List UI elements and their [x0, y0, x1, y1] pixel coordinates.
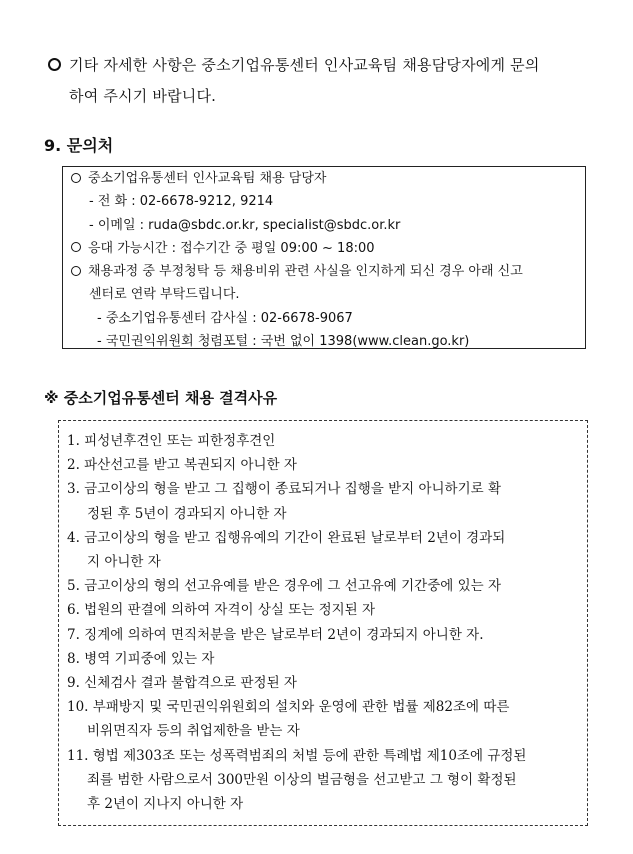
- intro-paragraph: [48, 50, 593, 112]
- disqualification-item: [67, 477, 579, 525]
- disqualification-item: [67, 744, 579, 792]
- disqualification-item-text: 8. 병역 기피중에 있는 자: [67, 650, 215, 667]
- disqualification-item-text: 9. 신체검사 결과 불합격으로 판정된 자: [67, 675, 297, 692]
- circle-bullet-icon: [71, 266, 81, 276]
- contact-box: [62, 166, 586, 349]
- disqualification-item-text: 3. 금고이상의 형을 받고 그 집행이 종료되거나 집행을 받지 아니하기로 확: [67, 481, 501, 498]
- disqualification-item: [67, 574, 579, 598]
- disqualification-item-text: 2. 파산선고를 받고 복권되지 아니한 자: [67, 457, 297, 474]
- disqualification-item-continued: 죄를 범한 사람으로서 300만원 이상의 벌금형을 선고받고 그 형이 확정된: [87, 771, 517, 788]
- disqualification-item: [67, 647, 579, 671]
- disqualification-item: [67, 695, 579, 743]
- disqualification-item-text: 7. 징계에 의하여 면직처분을 받은 날로부터 2년이 경과되지 아니한 자.: [67, 626, 484, 643]
- disqualification-heading: ※ 중소기업유통센터 채용 결격사유: [44, 389, 278, 407]
- disqualification-item: [67, 671, 579, 695]
- disqualification-item-continued: 정된 후 5년이 경과되지 아니한 자: [87, 505, 287, 522]
- contact-phone: - 전 화 : 02-6678-9212, 9214: [89, 194, 274, 210]
- hours-row: [71, 237, 577, 260]
- response-hours: 응대 가능시간 : 접수기간 중 평일 09:00 ~ 18:00: [88, 240, 375, 256]
- contact-person: 중소기업유통센터 인사교육팀 채용 담당자: [88, 171, 327, 186]
- disqualification-item-continued: 지 아니한 자: [87, 554, 161, 571]
- intro-text-2: 하여 주시기 바랍니다.: [69, 87, 217, 105]
- disqualification-item: [67, 453, 579, 477]
- audit-office-contact: - 중소기업유통센터 감사실 : 02-6678-9067: [97, 310, 353, 326]
- disqualification-item: [67, 623, 579, 647]
- acrc-portal-contact: - 국민권익위원회 청렴포털 : 국번 없이 1398(www.clean.go.kr): [97, 334, 470, 350]
- disqualification-item-text: 5. 금고이상의 형의 선고유예를 받은 경우에 그 선고유예 기간중에 있는 자: [67, 578, 501, 595]
- disqualification-item-continued: 후 2년이 지나지 아니한 자: [87, 796, 244, 813]
- disqualification-item-continued: 비위면직자 등의 취업제한을 받는 자: [87, 723, 300, 740]
- report-text-2: 센터로 연락 부탁드립니다.: [89, 287, 240, 303]
- contact-email: - 이메일 : ruda@sbdc.or.kr, specialist@sbdc.or.kr: [89, 217, 401, 233]
- disqualification-box: [58, 420, 588, 826]
- disqualification-item-text: 4. 금고이상의 형을 받고 집행유예의 기간이 완료된 날로부터 2년이 경과되: [67, 529, 506, 546]
- disqualification-item-text: 10. 부패방지 및 국민권익위원회의 설치와 운영에 관한 법률 제82조에 따른: [67, 699, 510, 716]
- disqualification-item-text: 1. 피성년후견인 또는 피한정후견인: [67, 433, 276, 449]
- disqualification-item: [67, 429, 579, 453]
- circle-bullet-icon: [71, 173, 81, 183]
- contact-person-row: [71, 167, 577, 190]
- section-9-heading: 9. 문의처: [44, 136, 114, 155]
- intro-line-1: [48, 50, 593, 81]
- disqualification-item-text: 11. 형법 제303조 또는 성폭력범죄의 처벌 등에 관한 특례법 제10조에 규정된: [67, 747, 527, 764]
- circle-bullet-icon: [71, 242, 81, 252]
- disqualification-item: [67, 526, 579, 574]
- report-row: [71, 260, 577, 283]
- intro-text-1: 기타 자세한 사항은 중소기업유통센터 인사교육팀 채용담당자에게 문의: [69, 56, 540, 74]
- circle-bullet-icon: [48, 58, 61, 71]
- disqualification-item: [67, 598, 579, 622]
- disqualification-item-text: 6. 법원의 판결에 의하여 자격이 상실 또는 정지된 자: [67, 602, 376, 619]
- disqualification-item: [67, 792, 579, 816]
- report-text-1: 채용과정 중 부정청탁 등 채용비위 관련 사실을 인지하게 되신 경우 아래 신고: [88, 264, 523, 280]
